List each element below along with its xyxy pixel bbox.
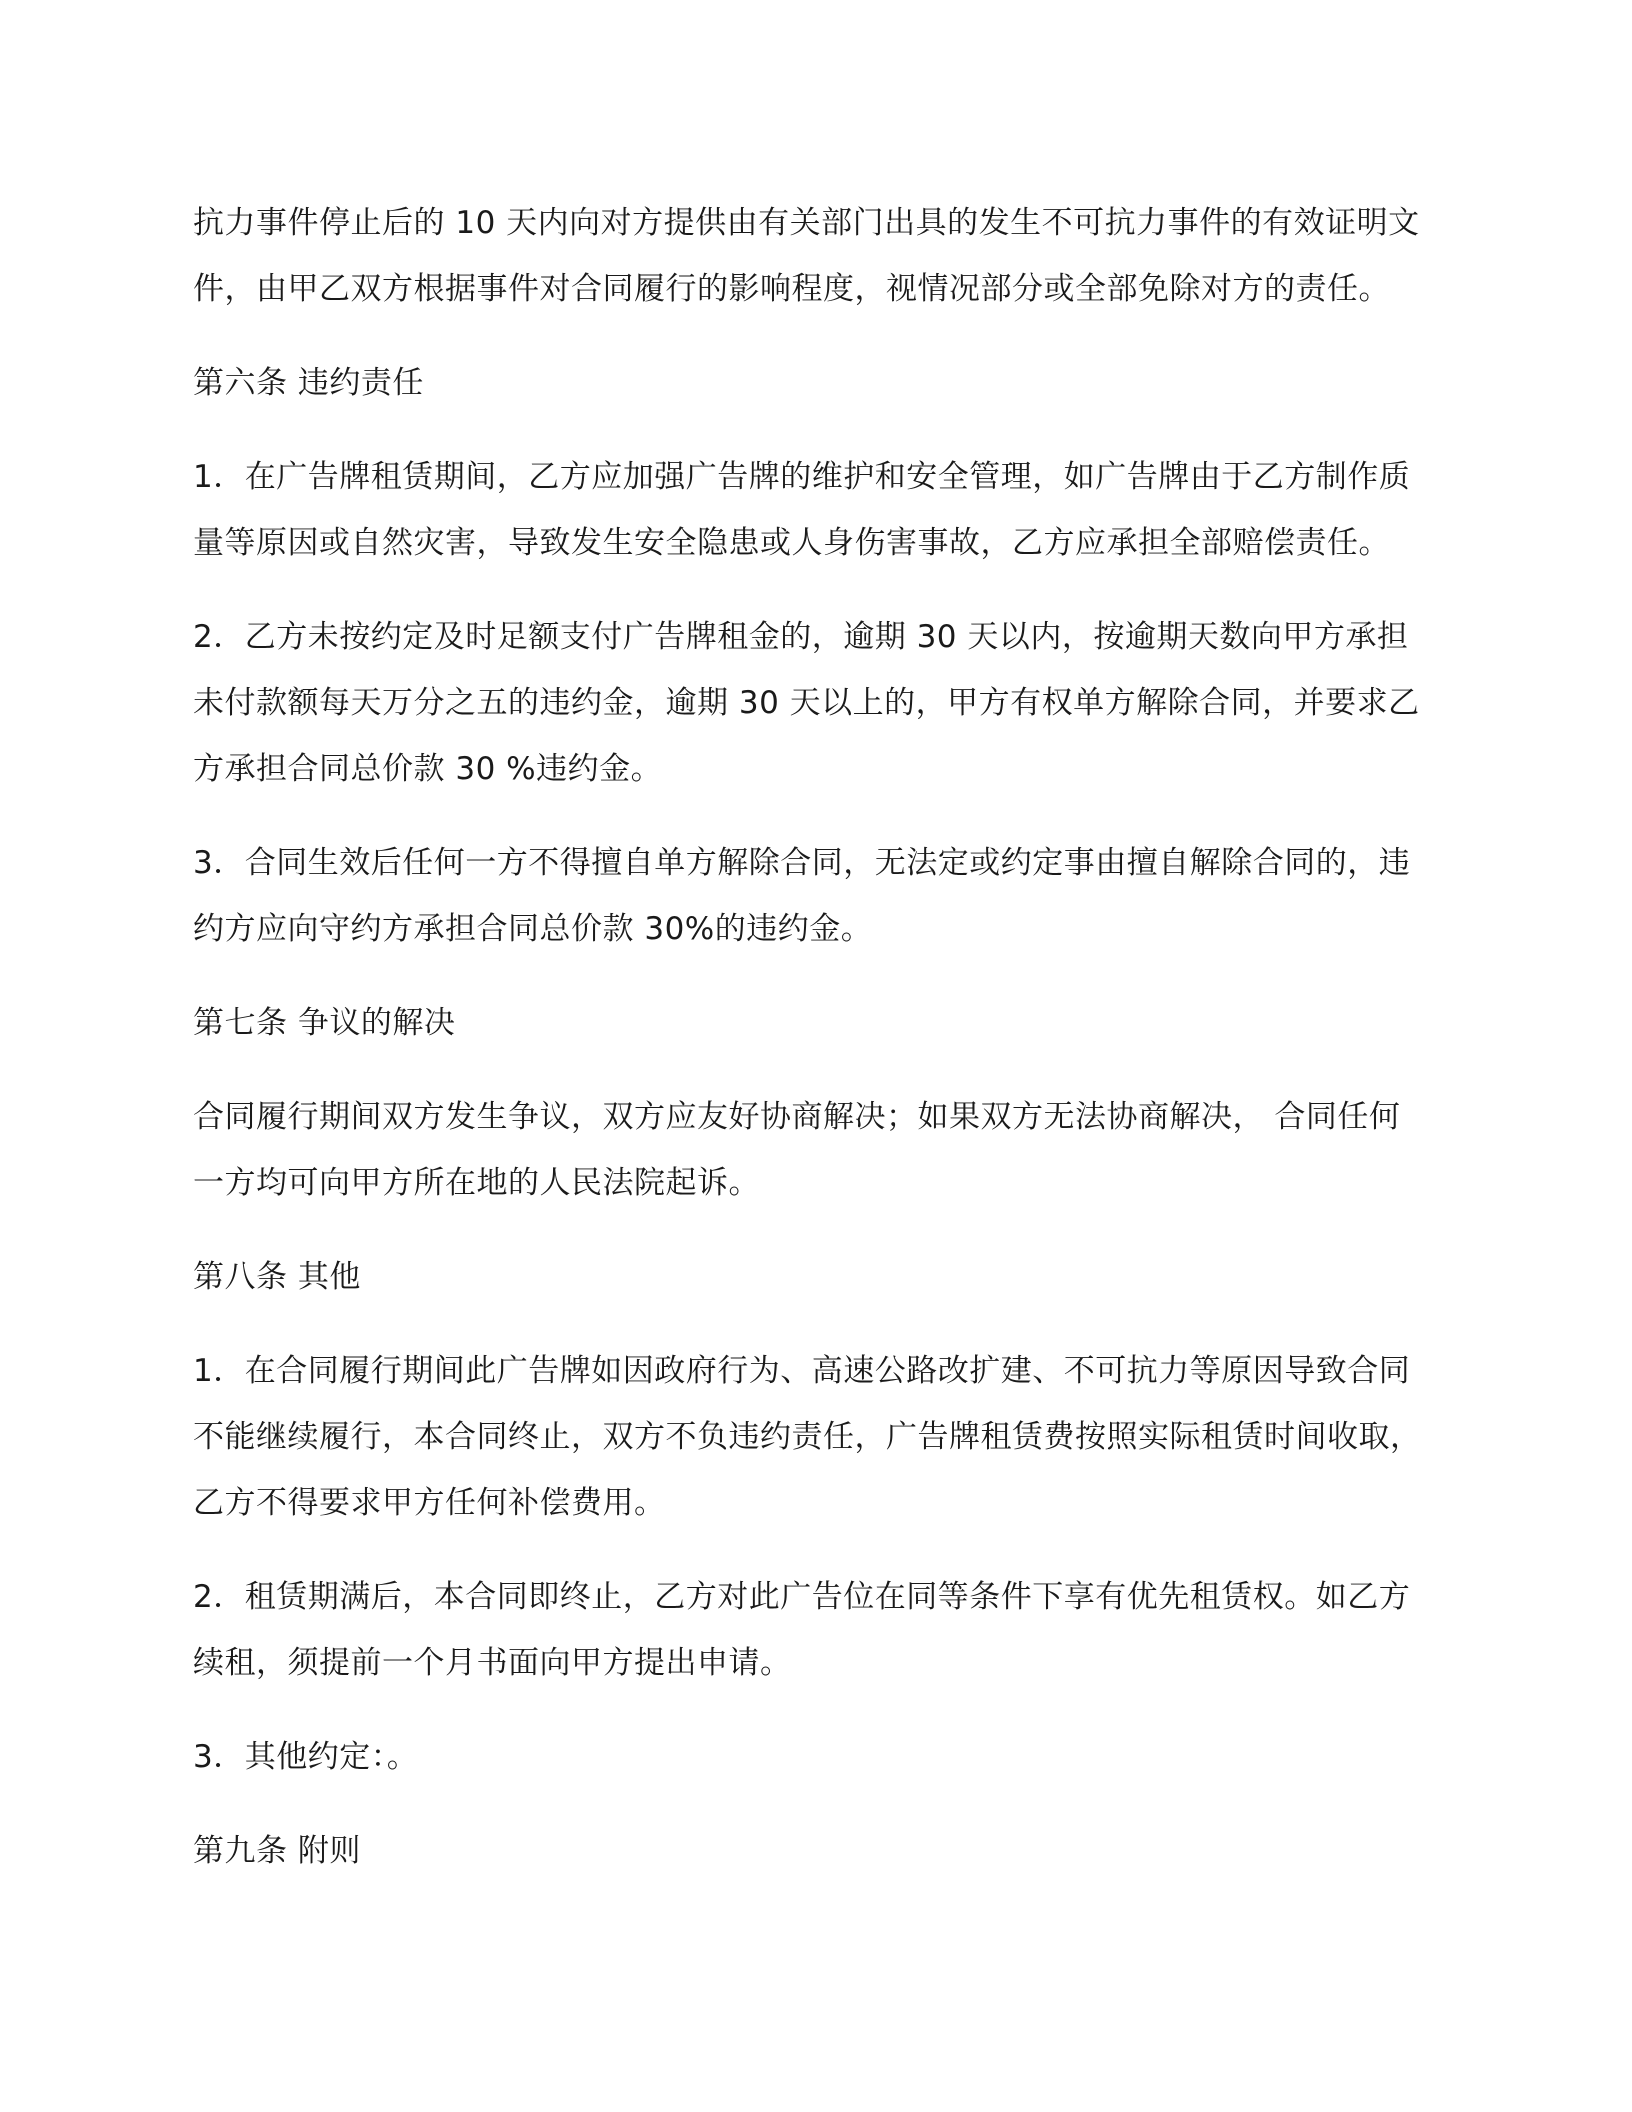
paragraph-force-majeure <box>193 190 1443 322</box>
text-line: 方承担合同总价款 30 %违约金。 <box>193 751 663 787</box>
text-line: 量等原因或自然灾害，导致发生安全隐患或人身伤害事故，乙方应承担全部赔偿责任。 <box>193 525 1390 561</box>
text-line: 2．乙方未按约定及时足额支付广告牌租金的，逾期 30 天以内，按逾期天数向甲方承担 <box>193 619 1409 655</box>
text-line: 约方应向守约方承担合同总价款 30%的违约金。 <box>193 911 873 947</box>
article-7-heading: 第七条 争议的解决 <box>193 1005 456 1041</box>
text-line: 一方均可向甲方所在地的人民法院起诉。 <box>193 1165 760 1201</box>
text-line: 件，由甲乙双方根据事件对合同履行的影响程度，视情况部分或全部免除对方的责任。 <box>193 271 1390 307</box>
text-line: 1．在广告牌租赁期间，乙方应加强广告牌的维护和安全管理，如广告牌由于乙方制作质 <box>193 459 1411 495</box>
article-6-clause-3 <box>193 830 1443 962</box>
article-8-clause-1 <box>193 1338 1443 1536</box>
text-line: 抗力事件停止后的 10 天内向对方提供由有关部门出具的发生不可抗力事件的有效证明文 <box>193 205 1420 241</box>
text-line: 不能继续履行，本合同终止，双方不负违约责任，广告牌租赁费按照实际租赁时间收取， <box>193 1419 1422 1455</box>
text-line: 1．在合同履行期间此广告牌如因政府行为、高速公路改扩建、不可抗力等原因导致合同 <box>193 1353 1411 1389</box>
text-line: 续租，须提前一个月书面向甲方提出申请。 <box>193 1645 792 1681</box>
article-8-heading: 第八条 其他 <box>193 1259 361 1295</box>
article-9-heading: 第九条 附则 <box>193 1833 361 1869</box>
article-6-clause-1 <box>193 444 1443 576</box>
document-body <box>193 190 1443 1912</box>
text-line: 合同履行期间双方发生争议，双方应友好协商解决；如果双方无法协商解决， 合同任何 <box>193 1099 1401 1135</box>
article-7-paragraph <box>193 1084 1443 1216</box>
text-line: 3．其他约定：。 <box>193 1739 419 1775</box>
article-8-clause-3 <box>193 1724 1443 1790</box>
text-line: 3．合同生效后任何一方不得擅自单方解除合同，无法定或约定事由擅自解除合同的，违 <box>193 845 1411 881</box>
article-8-clause-2 <box>193 1564 1443 1696</box>
article-6-clause-2 <box>193 604 1443 802</box>
text-line: 乙方不得要求甲方任何补偿费用。 <box>193 1485 666 1521</box>
text-line: 未付款额每天万分之五的违约金，逾期 30 天以上的，甲方有权单方解除合同，并要求乙 <box>193 685 1420 721</box>
text-line: 2．租赁期满后，本合同即终止，乙方对此广告位在同等条件下享有优先租赁权。如乙方 <box>193 1579 1411 1615</box>
article-6-heading: 第六条 违约责任 <box>193 365 424 401</box>
